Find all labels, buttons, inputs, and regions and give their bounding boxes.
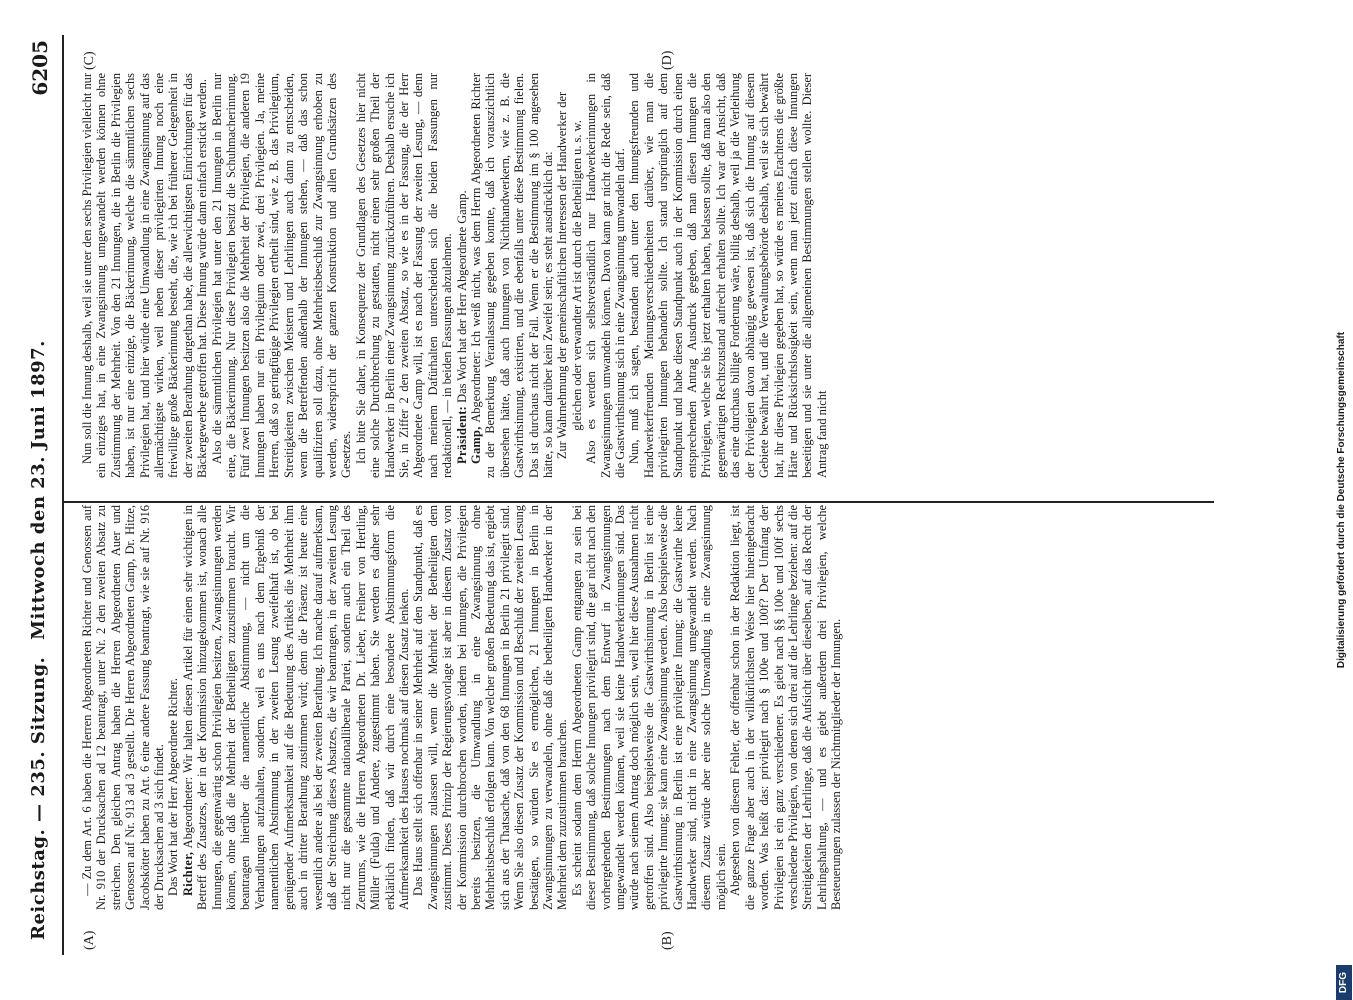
header-left-title: Reichstag. — 235. Sitzung. bbox=[28, 656, 49, 940]
margin-mark-d: (D) bbox=[660, 50, 675, 70]
paragraph: — Zu dem Art. 6 haben die Herren Abgeordneten Richter und Genossen auf Nr. 910 der Drucksachen ad 12 beantragt, unter Nr. 2 den zweiten Absatz zu streichen. Den gleichen Antrag haben die Herren Abgeordneten Auer und Genossen auf Nr. 913 ad 3 gestellt. Die Herren Abgeordneten Gamp, Dr. Hitze, Jacobskötter haben zu Art. 6 eine andere Fassung beantragt, wie sie auf Nr. 916 der Drucksachen ad 3 sich findet. bbox=[80, 505, 167, 910]
digitization-credit: Digitalisierung gefördert durch die Deutsche Forschungsgemeinschaft bbox=[1336, 331, 1347, 669]
dfg-logo: DFG bbox=[1336, 965, 1352, 1000]
paragraph: Abgesehen von diesem Fehler, der offenbar schon in der Redaktion liegt, ist die ganze Frage aber auch in der willkürlichsten Weise hier hineingebracht worden. Was heißt das: privilegirt nach § 100e und 100f? Der Umfang der Privilegien ist ein ganz verschiedener. Es giebt nach §§ 100e und 100f sechs verschiedene Privilegien, von denen sich drei auf die Lehrlinge beziehen: auf die Streitigkeiten der Lehrlinge, daß die Aufsicht über dieselben, auf das Recht der Lehrlingshaltung, — und es giebt außerdem drei Privilegien, welche Besteuerungen zulassen der Nichtmitglieder der Innungen. bbox=[728, 505, 844, 910]
margin-mark-c: (C) bbox=[82, 51, 97, 70]
speech-paragraph bbox=[181, 505, 412, 910]
speaker-name: Gamp, bbox=[468, 426, 483, 464]
speech-paragraph bbox=[469, 73, 555, 478]
page-header bbox=[22, 20, 62, 960]
margin-mark-a: (A) bbox=[82, 930, 97, 950]
paragraph: Ich bitte Sie daher, in Konsequenz der Grundlagen des Gesetzes hier nicht eine solche Durchbrechung zu gestatten, nicht einen sehr großen Theil der Handwerker in Berlin einer Zwangsinnung zurückzuführen. Deshalb ersuche ich Sie, in Ziffer 2 den zweiten Absatz, so wie es in der Fassung, die der Herr Abgeordnete Gamp will, ist es nach der Fassung der zweiten Lesung, — denn nach meinem Dafürhalten unterscheiden sich die beiden Fassungen nur redaktionell, — in beiden Fassungen abzulehnen. bbox=[353, 73, 455, 478]
paragraph: Es scheint sodann dem Herrn Abgeordneten Gamp entgangen zu sein bei dieser Bestimmung, daß solche Innungen privilegirt sind, die gar nicht nach den vorhergehenden Bestimmungen nach dem Entwurf in Zwangsinnungen umgewandelt werden können, weil sie keine Handwerkerinnungen sind. Das würde nach seinem Antrag doch möglich sein, weil hier diese Ausnahmen nicht getroffen sind. Also beispielsweise die Gastwirthsinnung in Berlin ist eine privilegirte Innung; sie kann eine Zwangsinnung werden. Also beispielsweise die Gastwirthsinnung in Berlin ist eine privilegirte Innung; die Gastwirthe keine Handwerker sind, nicht in eine Zwangsinnung umgewandelt werden. Nach diesem Zusatz würde aber eine solche Umwandlung in eine Zwangsinnung möglich sein. bbox=[569, 505, 728, 910]
speech-text: Das Wort hat der Herr Abgeordnete Gamp. bbox=[454, 190, 469, 406]
speaker-name: Richter, bbox=[180, 851, 195, 896]
paragraph: Also es werden sich selbstverständlich nur Handwerkerinnungen in Zwangsinnungen umwandeln können. Davon kann gar nicht die Rede sein, daß die Gastwirthsinnung sich in eine Zwangsinnung umwandeln darf. bbox=[584, 73, 628, 478]
quotation: Zur Wahrnehmung der gemeinschaftlichen Interessen der Handwerker der gleichen oder verwandter Art ist durch die Betheiligten u. s. w. bbox=[555, 91, 584, 460]
left-text-column bbox=[80, 505, 1230, 910]
page-number: 6205 bbox=[28, 40, 52, 96]
speech-text: Abgeordneter: Wir halten diesen Artikel für einen sehr wichtigen in Betreff des Zusatzes, der in der Kommission hinzugekommen ist, wonach alle Innungen, die gegenwärtig schon Privilegien besitzen, Zwangsinnungen werden können, ohne daß die Mehrheit der Betheiligten zuzustimmen braucht. Wir beantragen hierüber die namentliche Abstimmung, — nicht um die Verhandlungen aufzuhalten, sondern, weil es uns nach dem Ergebniß der namentlichen Abstimmung in der zweiten Lesung zweifelhaft ist, ob bei genügender Aufmerksamkeit auf die Bedeutung des Artikels die Mehrheit ihm auch in dritter Berathung zustimmen wird; denn die Präsenz ist heute eine wesentlich andere als bei der zweiten Berathung. Ich mache darauf aufmerksam, daß der Streichung dieses Absatzes, die wir beantragen, in der zweiten Lesung nicht nur die gesammte nationalliberale Partei, sondern auch ein Theil des Zentrums, wie die Herren Abgeordneten Dr. Lieber, Freiherr von Hertling, Müller (Fulda) und Andere, zugestimmt haben. Sie werden es daher sehr erklärlich finden, daß wir durch eine besondere Abstimmungsform die Aufmerksamkeit des Hauses nochmals auf diesen Zusatz lenken. bbox=[180, 505, 411, 910]
header-date: Mittwoch den 23. Juni 1897. bbox=[28, 340, 49, 640]
paragraph: Das Haus stellt sich offenbar in seiner Mehrheit auf den Standpunkt, daß es Zwangsinnungen zulassen will, wenn die Mehrheit der Betheiligten dem zustimmt. Dieses Prinzip der Regierungsvorlage ist aber in diesem Zusatz von der Kommission durchbrochen worden, indem bei Innungen, die Privilegien bereits besitzen, die Umwandlung in eine Zwangsinnung ohne Mehrheitsbeschluß erfolgen kann. Von welcher großen Bedeutung das ist, ergiebt sich aus der Thatsache, daß von den 68 Innungen in Berlin 21 privilegirt sind. Wenn Sie also diesen Zusatz der Kommission und Beschluß der zweiten Lesung bestätigen, so würden Sie es ermöglichen, 21 Innungen in Berlin in Zwangsinnungen zu verwandeln, ohne daß die betheiligten Handwerker in der Mehrheit dem zuzustimmen brauchen. bbox=[411, 505, 570, 910]
column-divider bbox=[64, 501, 1214, 503]
speech-paragraph bbox=[455, 73, 469, 478]
right-text-column bbox=[80, 73, 1230, 478]
margin-mark-b: (B) bbox=[660, 931, 675, 950]
president-label: Präsident: bbox=[454, 405, 469, 464]
header-rule bbox=[62, 35, 64, 955]
speech-text: Abgeordneter: Ich weiß nicht, was dem Herrn Abgeordneten Richter zu der Bemerkung Veranlassung gegeben konnte, daß ich vorauszichtlich übersehen hätte, daß auch Innungen von Nichthandwerkern, wie z. B. die Gastwirthsinnung, existirten, und die ebenfalls unter diese Bestimmung fielen. Das ist durchaus nicht der Fall. Wenn er die Bestimmung im § 100 angesehen hätte, so kann darüber kein Zweifel sein; es steht ausdrücklich da: bbox=[468, 73, 555, 478]
paragraph: Das Wort hat der Herr Abgeordnete Richter. bbox=[166, 678, 181, 896]
paragraph: Nun, muß ich sagen, bestanden auch unter den Innungsfreunden und Handwerkerfreunden Meinungsverschiedenheiten darüber, wie man die privilegirten Innungen behandeln sollte. Ich stand ursprünglich auf dem Standpunkt und habe diesen Standpunkt auch in der Kommission durch einen entsprechenden Antrag Ausdruck gegeben, daß man diesen Innungen die Privilegien, welche sie bis jetzt erhalten haben, belassen sollte, daß man also den gegenwärtigen Rechtszustand aufrecht erhalten sollte. Ich war der Ansicht, daß das eine durchaus billige Forderung wäre, billig deshalb, weil ja die Verleihung der Privilegien davon abhängig gewesen ist, daß sich die Innung auf diesem Gebiete bewährt hat, und die Verwaltungsbehörde deshalb, weil sie sich bewährt hat, ihr diese Privilegien gegeben hat, so würde es meines Erachtens die größte Härte und Rücksichtslosigkeit sein, wenn man jetzt einfach diese Innungen beseitigen und sie unter die allgemeinen Bestimmungen stellen wollte. Dieser Antrag fand nicht bbox=[627, 73, 829, 478]
paragraph: Nun soll die Innung deshalb, weil sie unter den sechs Privilegien vielleicht nur ein einziges hat, in eine Zwangsinnung umgewandelt werden können ohne Zustimmung der Mehrheit. Von den 21 Innungen, die in Berlin die Privilegien haben, ist nur eine einzige, die Bäckerinnung, welche die sämmtlichen sechs Privilegien hat, und hier würde eine Umwandlung in eine Zwangsinnung auf das allermächtigste wirken, weil neben dieser privilegirten Innung noch eine freiwillige große Bäckerinnung besteht, die, wie ich bei früherer Gelegenheit in der zweiten Berathung dargethan habe, die allerwichtigsten Einrichtungen für das Bäckergewerbe getroffen hat. Diese Innung würde dann einfach erstickt werden. bbox=[80, 73, 210, 478]
paragraph: Also die sämmtlichen Privilegien hat unter den 21 Innungen in Berlin nur eine, die Bäckerinnung. Nur diese Privilegien besitzt die Schuhmacherinnung. Fünf zwei Innungen besitzen also die Mehrheit der Privilegien, die anderen 19 Innungen haben nur ein Privilegium oder zwei, drei Privilegien. Ja, meine Herren, daß so geringfügige Privilegien ertheilt sind, wie z. B. das Privilegium, Streitigkeiten zwischen Meistern und Lehrlingen auch dann zu entscheiden, wenn die Betreffenden außerhalb der Innungen stehen, — daß das schon qualifiziren soll dazu, ohne Mehrheitsbeschluß zur Zwangsinnung erhoben zu werden, widerspricht der ganzen Konstruktion und allen Grundsätzen des Gesetzes. bbox=[209, 73, 354, 478]
